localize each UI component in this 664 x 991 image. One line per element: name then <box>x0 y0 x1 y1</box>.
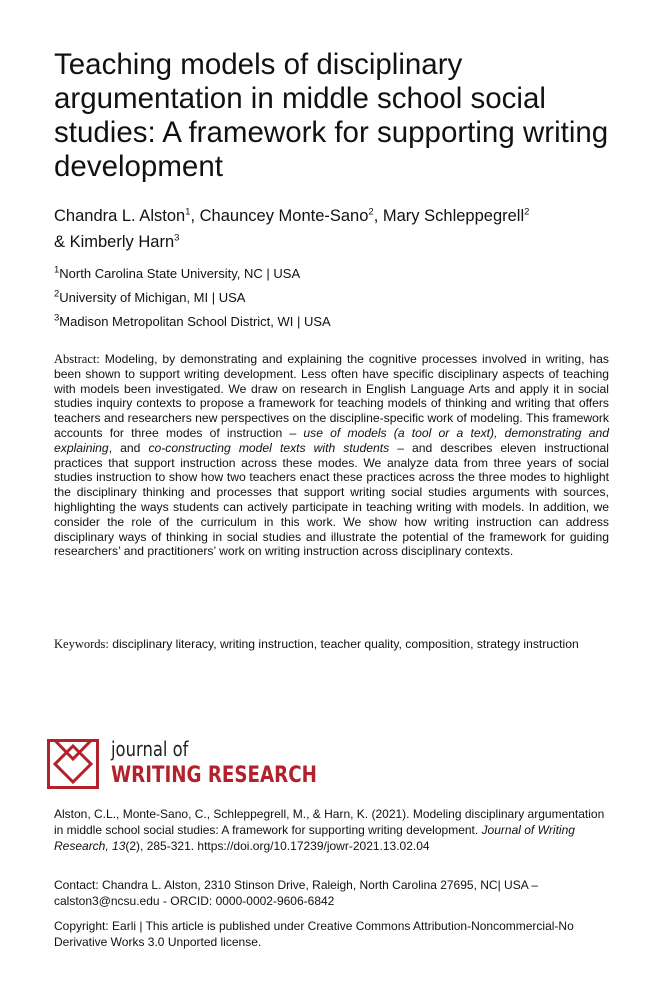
abstract-label: Abstract: <box>54 352 100 366</box>
author-name: Mary Schleppegrell <box>382 207 525 225</box>
journal-name: Journal of Writing Research, 13 <box>54 823 575 853</box>
article-title: Teaching models of disciplinary argumentation in middle school social studies: A framework for supporting writing development <box>54 48 609 183</box>
author-name: Kimberly Harn <box>69 233 175 251</box>
affiliation-3: $^3$Madison Metropolitan School District, WI | USA <box>54 312 331 329</box>
abstract: Abstract: Modeling, by demonstrating and explaining the cognitive processes involved in writing, has been shown to support writing development. Less often have specific disciplinary aspects of teaching with models been investigated. We draw on research in English Language Arts and apply it in social studies inquiry contexts to propose a framework for teaching models of thinking and writing that offers teachers and researchers new perspectives on the discipline-specific work of modeling. This framework accounts for three modes of instruction – use of models (a tool or a text), demonstrating and explaining, and co-constructing model texts with students – and describes eleven instructional practices that support instruction across these modes. We analyze data from three years of social studies instruction to show how two teachers enact these practices across the three modes to highlight the disciplinary thinking and processes that support writing social studies arguments with sources, highlighting the ways students can actively participate in teaching writing with models. In addition, we consider the role of the curriculum in this work. We show how writing instruction can address disciplinary ways of thinking in social studies and illustrate the potential of the framework for guiding researchers’ and practitioners’ work on writing instruction across disciplinary contexts. <box>54 352 609 559</box>
author-affiliation-mark: 2 <box>368 206 374 218</box>
keywords-label: Keywords: <box>54 637 109 651</box>
author-affiliation-mark: 1 <box>185 206 191 218</box>
logo-text-writing-research: WRITING RESEARCH <box>111 763 317 788</box>
author-affiliation-mark: 3 <box>174 232 180 244</box>
copyright-notice: Copyright: Earli | This article is published under Creative Commons Attribution-Noncommercial-No Derivative Works 3.0 Unported license. <box>54 919 574 949</box>
affiliation-2: $^2$University of Michigan, MI | USA <box>54 288 246 305</box>
citation: Alston, C.L., Monte-Sano, C., Schleppegrell, M., & Harn, K. (2021). Modeling disciplinary argumentation in middle school social studies: A framework for supporting writing development. Journal of Writing Research, 13(2), 285-321. https://doi.org/10.17239/jowr-2021.13.02.04 <box>54 807 605 853</box>
author-list: Chandra L. Alston$^1$, Chauncey Monte-Sano$^2$, Mary Schleppegrell$^2$ & Kimberly Harn$^3$ <box>54 206 530 251</box>
contact-info: Contact: Chandra L. Alston, 2310 Stinson Drive, Raleigh, North Carolina 27695, NC| USA – calston3@ncsu.edu - ORCID: 0000-0002-9606-6842 <box>54 878 539 908</box>
keywords: Keywords: disciplinary literacy, writing instruction, teacher quality, composition, strategy instruction <box>54 637 579 651</box>
journal-logo <box>47 737 347 793</box>
author-name: Chandra L. Alston <box>54 207 186 225</box>
author-affiliation-mark: 2 <box>524 206 530 218</box>
author-name: Chauncey Monte-Sano <box>199 207 369 225</box>
affiliation-1: $^1$North Carolina State University, NC | USA <box>54 264 301 281</box>
journal-logo-icon <box>47 739 99 789</box>
logo-text-journal-of: journal of <box>111 737 189 761</box>
